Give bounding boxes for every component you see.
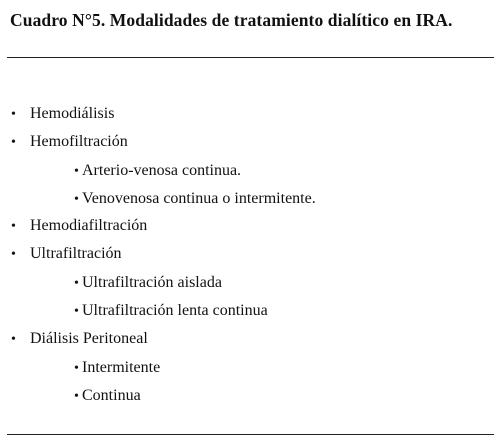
sub-item-ultrafiltracion-lenta — [74, 301, 268, 322]
sub-item-arterio-venosa — [74, 161, 241, 182]
list-item-ultrafiltracion — [11, 244, 122, 265]
bullet-icon: • — [74, 361, 79, 376]
list-item-dialisis-peritoneal — [11, 329, 148, 350]
sub-item-label: Venovenosa continua o intermitente. — [82, 190, 316, 207]
list-item-hemodiafiltracion — [11, 216, 147, 237]
bullet-icon: • — [11, 135, 16, 150]
list-item-label: Diálisis Peritoneal — [30, 330, 148, 347]
sub-item-label: Intermitente — [82, 359, 161, 376]
bottom-rule — [7, 434, 494, 435]
sub-item-label: Arterio-venosa continua. — [82, 162, 242, 179]
sub-item-label: Continua — [82, 387, 141, 404]
bullet-icon: • — [11, 247, 16, 262]
list-item-label: Hemodiafiltración — [30, 217, 148, 234]
table-title: Cuadro N°5. Modalidades de tratamiento dialítico en IRA. — [10, 10, 453, 30]
bullet-icon: • — [11, 107, 16, 122]
list-item-label: Hemodiálisis — [30, 105, 115, 122]
bullet-icon: • — [74, 164, 79, 179]
list-item-label: Ultrafiltración — [30, 245, 122, 262]
list-item-hemodialisis — [11, 104, 114, 125]
bullet-icon: • — [11, 219, 16, 234]
list-item-label: Hemofiltración — [30, 133, 128, 150]
bullet-icon: • — [74, 192, 79, 207]
sub-item-continua — [74, 386, 141, 407]
sub-item-venovenosa — [74, 189, 316, 210]
sub-item-intermitente — [74, 358, 160, 379]
sub-item-label: Ultrafiltración lenta continua — [82, 302, 268, 319]
bullet-icon: • — [11, 332, 16, 347]
sub-item-label: Ultrafiltración aislada — [82, 274, 222, 291]
sub-item-ultrafiltracion-aislada — [74, 273, 222, 294]
bullet-icon: • — [74, 304, 79, 319]
bullet-icon: • — [74, 276, 79, 291]
list-item-hemofiltracion — [11, 132, 128, 153]
bullet-icon: • — [74, 389, 79, 404]
